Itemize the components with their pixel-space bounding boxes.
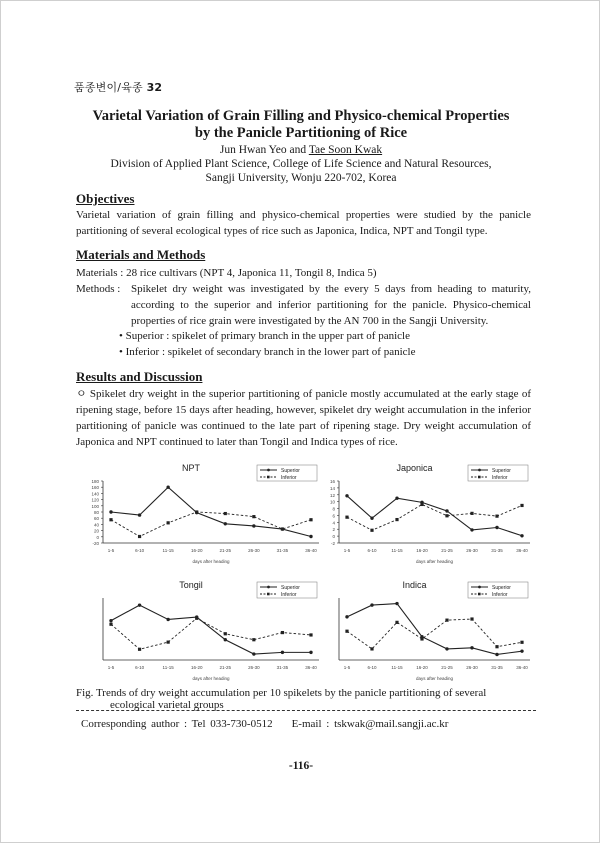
- legend-marker: [267, 586, 270, 589]
- chart-title-indica: Indica: [402, 580, 427, 590]
- author-and: and: [289, 144, 307, 156]
- legend-marker: [267, 593, 270, 596]
- x-axis-label: days after heading: [415, 676, 454, 681]
- data-point-inferior: [224, 632, 227, 635]
- x-tick-label: 21-25: [219, 665, 232, 670]
- x-tick-label: 16-20: [190, 665, 203, 670]
- data-point-inferior: [281, 631, 284, 634]
- x-tick-label: 36-40: [516, 665, 528, 670]
- session-number: 32: [146, 81, 163, 94]
- legend-label-inferior: Inferior: [492, 591, 508, 598]
- materials-label: Materials :: [76, 267, 124, 279]
- tel-label: Tel: [191, 718, 206, 730]
- data-point-superior: [166, 486, 169, 489]
- data-point-superior: [281, 651, 284, 654]
- data-point-superior: [138, 603, 141, 606]
- series-line-superior: [111, 605, 311, 654]
- y-tick-label: 14: [329, 485, 335, 491]
- data-point-superior: [138, 513, 141, 516]
- legend-label-superior: Superior: [492, 584, 511, 591]
- author-2: Tae Soon Kwak: [308, 144, 383, 156]
- x-tick-label: 11-15: [162, 548, 174, 553]
- x-tick-label: 6-10: [367, 665, 377, 670]
- data-point-superior: [252, 652, 255, 655]
- y-tick-label: 4: [332, 520, 335, 526]
- chart-indica: [297, 576, 542, 686]
- author-1: Jun Hwan Yeo: [219, 144, 287, 156]
- chart-tongil: [61, 576, 331, 686]
- data-point-inferior: [395, 621, 398, 624]
- data-point-inferior: [470, 617, 473, 620]
- data-point-superior: [395, 497, 398, 500]
- legend-label-inferior: Inferior: [492, 474, 508, 481]
- data-point-superior: [495, 526, 498, 529]
- x-tick-label: 26-30: [248, 665, 260, 670]
- x-tick-label: 21-25: [441, 665, 453, 670]
- objectives-text: Varietal variation of grain filling and physico-chemical properties were studied by the panicle partitioning of several ecological types of rice such as Japonica, Indica, NPT and Tongil type.: [76, 209, 531, 237]
- x-tick-label: 16-20: [190, 548, 203, 553]
- session-name: 품종변이/육종: [74, 81, 143, 94]
- y-tick-label: 10: [329, 499, 335, 505]
- data-point-inferior: [109, 623, 112, 626]
- x-tick-label: 31-35: [276, 548, 289, 553]
- chart-indica-svg: [297, 576, 542, 686]
- data-point-inferior: [495, 515, 498, 518]
- y-tick-label: 160: [91, 485, 99, 491]
- x-tick-label: 36-40: [305, 548, 317, 553]
- paper-title-line2: by the Panicle Partitioning of Rice: [194, 125, 408, 141]
- chart-npt: [61, 459, 331, 569]
- x-tick-label: 6-10: [135, 548, 145, 553]
- data-point-superior: [370, 603, 373, 606]
- data-point-superior: [520, 649, 523, 652]
- x-tick-label: 26-30: [466, 665, 478, 670]
- y-tick-label: 0: [332, 534, 335, 540]
- x-tick-label: 11-15: [391, 548, 403, 553]
- data-point-inferior: [370, 529, 373, 532]
- legend-label-inferior: Inferior: [281, 474, 297, 481]
- x-tick-label: 31-35: [276, 665, 289, 670]
- session-label: [74, 79, 162, 95]
- email-address: tskwak@mail.sangji.ac.kr: [334, 718, 449, 730]
- email-label: E-mail :: [291, 718, 330, 730]
- chart-title-npt: NPT: [182, 463, 200, 473]
- x-tick-label: 26-30: [248, 548, 260, 553]
- methods-text: Spikelet dry weight was investigated by the every 5 days from heading to maturity, according to the superior and inferior partitioning for the panicle. Physico-chemical properties of rice grain were investigated by the AN 700 in the Sangji University.: [131, 283, 531, 327]
- data-point-inferior: [495, 645, 498, 648]
- data-point-superior: [345, 494, 348, 497]
- legend-marker: [267, 469, 270, 472]
- legend-marker: [478, 593, 481, 596]
- materials-text: 28 rice cultivars (NPT 4, Japonica 11, Tongil 8, Indica 5): [126, 267, 377, 279]
- x-tick-label: 26-30: [466, 548, 478, 553]
- chart-japonica-svg: [297, 459, 542, 569]
- data-point-superior: [470, 528, 473, 531]
- y-tick-label: 16: [329, 479, 335, 484]
- legend-marker: [478, 476, 481, 479]
- results-text: ㅇ Spikelet dry weight in the superior partitioning of panicle mostly accumulated at the early stage of ripening stage, before 15 days after heading, however, spikelet dry weight accumulation in the inferior partitioning of panicle was continued to the late part of ripening stage. Dry weight accumulation of Japonica and NPT continued to later than Tongil and Indica types of rice.: [76, 388, 531, 448]
- data-point-superior: [109, 619, 112, 622]
- chart-npt-svg: [61, 459, 331, 569]
- objectives-heading: Objectives: [76, 191, 135, 206]
- legend-label-inferior: Inferior: [281, 591, 297, 598]
- data-point-superior: [224, 638, 227, 641]
- page-number: -116-: [288, 760, 314, 772]
- x-tick-label: 21-25: [219, 548, 232, 553]
- data-point-inferior: [395, 518, 398, 521]
- data-point-superior: [445, 509, 448, 512]
- methods-heading: Materials and Methods: [76, 247, 206, 262]
- data-point-inferior: [445, 514, 448, 517]
- x-tick-label: 1-5: [107, 665, 115, 670]
- y-tick-label: 180: [91, 479, 99, 484]
- materials-row: [76, 265, 377, 281]
- data-point-superior: [224, 522, 227, 525]
- data-point-inferior: [138, 648, 141, 651]
- legend-label-superior: Superior: [281, 467, 300, 474]
- data-point-inferior: [520, 504, 523, 507]
- data-point-superior: [495, 653, 498, 656]
- superior-definition: • Superior : spikelet of primary branch in the upper part of panicle: [119, 330, 410, 342]
- inferior-definition: • Inferior : spikelet of secondary branch in the lower part of panicle: [119, 346, 416, 358]
- x-tick-label: 6-10: [135, 665, 145, 670]
- x-tick-label: 16-20: [416, 665, 428, 670]
- chart-japonica: [297, 459, 542, 569]
- y-tick-label: 20: [93, 528, 99, 534]
- data-point-inferior: [252, 638, 255, 641]
- x-axis-label: days after heading: [415, 559, 454, 564]
- x-tick-label: 31-35: [491, 665, 503, 670]
- data-point-inferior: [109, 518, 112, 521]
- data-point-superior: [345, 615, 348, 618]
- x-tick-label: 1-5: [107, 548, 115, 553]
- caption-line1: Fig. Trends of dry weight accumulation per 10 spikelets by the panicle partitioning of several: [76, 687, 487, 699]
- y-tick-label: 12: [329, 492, 335, 498]
- y-tick-label: 100: [91, 503, 99, 509]
- series-line-inferior: [347, 619, 522, 649]
- affiliation-line2: Sangji University, Wonju 220-702, Korea: [205, 172, 397, 184]
- methods-label: Methods :: [76, 283, 121, 295]
- data-point-inferior: [345, 630, 348, 633]
- x-tick-label: 1-5: [343, 665, 351, 670]
- figure-caption: [76, 687, 536, 711]
- y-tick-label: 8: [332, 506, 335, 512]
- data-point-superior: [166, 618, 169, 621]
- chart-title-japonica: Japonica: [396, 463, 433, 473]
- x-tick-label: 16-20: [416, 548, 428, 553]
- x-axis-label: days after heading: [192, 676, 230, 681]
- data-point-inferior: [420, 637, 423, 640]
- tel-number: 033-730-0512: [210, 718, 273, 730]
- y-tick-label: 60: [93, 516, 99, 522]
- results-heading: Results and Discussion: [76, 369, 203, 384]
- data-point-inferior: [138, 535, 141, 538]
- caption-line2: ecological varietal groups: [110, 699, 224, 711]
- x-tick-label: 36-40: [305, 665, 317, 670]
- chart-tongil-svg: [61, 576, 331, 686]
- data-point-inferior: [345, 516, 348, 519]
- y-tick-label: -20: [92, 541, 99, 546]
- legend-marker: [478, 469, 481, 472]
- data-point-inferior: [167, 521, 170, 524]
- data-point-inferior: [195, 510, 198, 513]
- data-point-inferior: [167, 641, 170, 644]
- chart-title-tongil: Tongil: [179, 580, 203, 590]
- data-point-inferior: [281, 527, 284, 530]
- divider: [76, 710, 536, 711]
- data-point-inferior: [195, 617, 198, 620]
- legend-label-superior: Superior: [281, 584, 300, 591]
- y-tick-label: 0: [96, 534, 99, 540]
- x-tick-label: 6-10: [367, 548, 377, 553]
- affiliation-line1: Division of Applied Plant Science, College of Life Science and Natural Resources,: [110, 158, 492, 170]
- x-tick-label: 31-35: [491, 548, 503, 553]
- x-tick-label: 1-5: [343, 548, 351, 553]
- data-point-superior: [370, 517, 373, 520]
- y-tick-label: 6: [332, 513, 335, 519]
- legend-marker: [267, 476, 270, 479]
- corr-label: Corresponding author :: [81, 718, 188, 730]
- data-point-superior: [520, 534, 523, 537]
- data-point-inferior: [470, 512, 473, 515]
- y-tick-label: 2: [332, 527, 335, 533]
- y-tick-label: 80: [93, 510, 99, 515]
- data-point-inferior: [520, 641, 523, 644]
- legend-marker: [478, 586, 481, 589]
- data-point-superior: [470, 646, 473, 649]
- authors: [41, 144, 561, 156]
- x-tick-label: 21-25: [441, 548, 453, 553]
- data-point-inferior: [252, 515, 255, 518]
- y-tick-label: 40: [93, 522, 99, 528]
- x-axis-label: days after heading: [192, 559, 230, 564]
- x-tick-label: 11-15: [391, 665, 403, 670]
- data-point-superior: [445, 647, 448, 650]
- data-point-inferior: [370, 647, 373, 650]
- data-point-inferior: [224, 512, 227, 515]
- paper-title-line1: Varietal Variation of Grain Filling and Physico-chemical Properties: [92, 108, 510, 124]
- legend-label-superior: Superior: [492, 467, 511, 474]
- data-point-superior: [252, 524, 255, 527]
- x-tick-label: 36-40: [516, 548, 528, 553]
- correspondence: [81, 718, 448, 730]
- y-tick-label: -2: [330, 541, 335, 546]
- data-point-superior: [109, 510, 112, 513]
- data-point-inferior: [445, 619, 448, 622]
- y-tick-label: 140: [91, 491, 99, 497]
- y-tick-label: 120: [91, 497, 99, 503]
- data-point-superior: [395, 602, 398, 605]
- x-tick-label: 11-15: [162, 665, 174, 670]
- data-point-inferior: [420, 503, 423, 506]
